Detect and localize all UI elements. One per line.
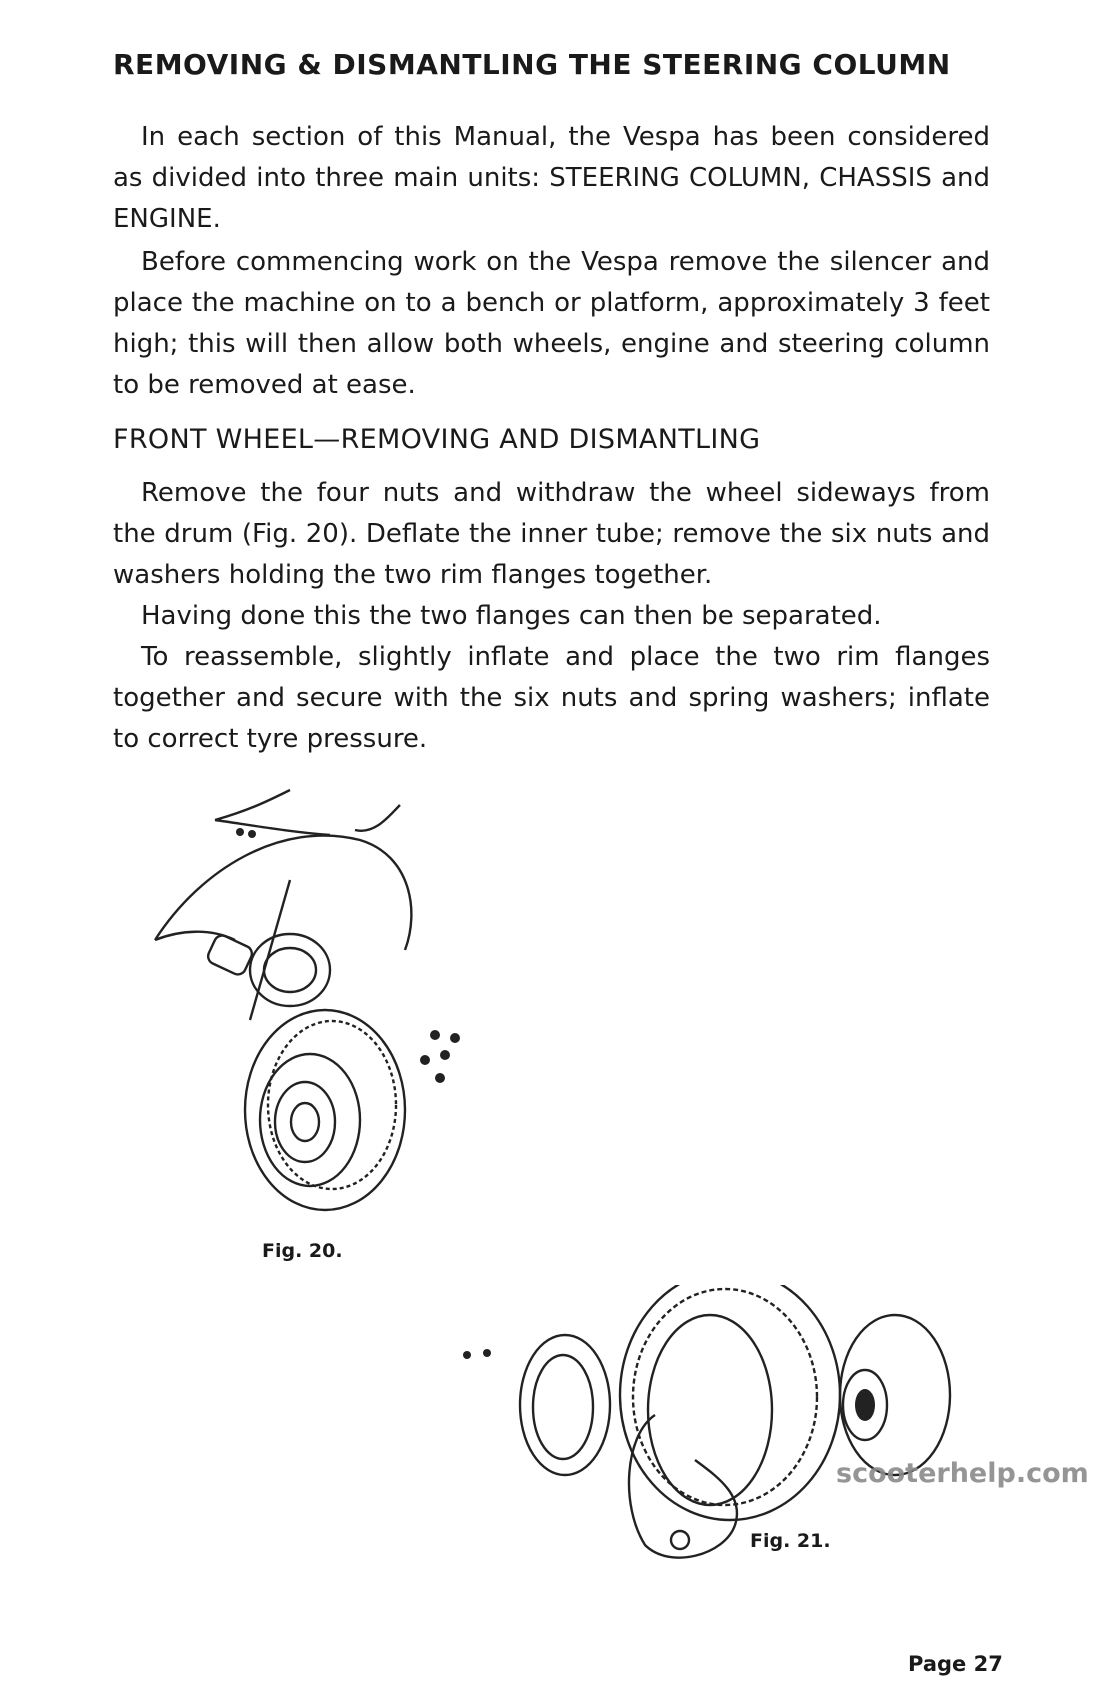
page-number: Page 27 xyxy=(908,1652,1003,1676)
fig21-caption: Fig. 21. xyxy=(750,1530,831,1552)
section-subheading: FRONT WHEEL—REMOVING AND DISMANTLING xyxy=(113,424,761,455)
fig20-illustration xyxy=(140,780,540,1230)
paragraph-intro-1: In each section of this Manual, the Vespa has been considered as divided into three main units: STEERING COLUMN, CHASSIS and ENGINE. xyxy=(113,122,990,234)
watermark: scooterhelp.com xyxy=(836,1458,1089,1489)
paragraph-front-wheel-1: Remove the four nuts and withdraw the wheel sideways from the drum (Fig. 20). Deflate the inner tube; remove the six nuts and washers holding the two rim flanges together. xyxy=(113,478,990,590)
paragraph-front-wheel-3: To reassemble, slightly inflate and place the two rim flanges together and secure with the six nuts and spring washers; inflate to correct tyre pressure. xyxy=(113,642,990,754)
fig21-illustration xyxy=(455,1285,995,1575)
fig20-caption: Fig. 20. xyxy=(262,1240,343,1262)
page-title: REMOVING & DISMANTLING THE STEERING COLUMN xyxy=(113,48,951,81)
paragraph-front-wheel-2: Having done this the two flanges can then be separated. xyxy=(141,601,882,631)
paragraph-intro-2: Before commencing work on the Vespa remove the silencer and place the machine on to a bench or platform, approximately 3 feet high; this will then allow both wheels, engine and steering column to be removed at ease. xyxy=(113,247,990,400)
